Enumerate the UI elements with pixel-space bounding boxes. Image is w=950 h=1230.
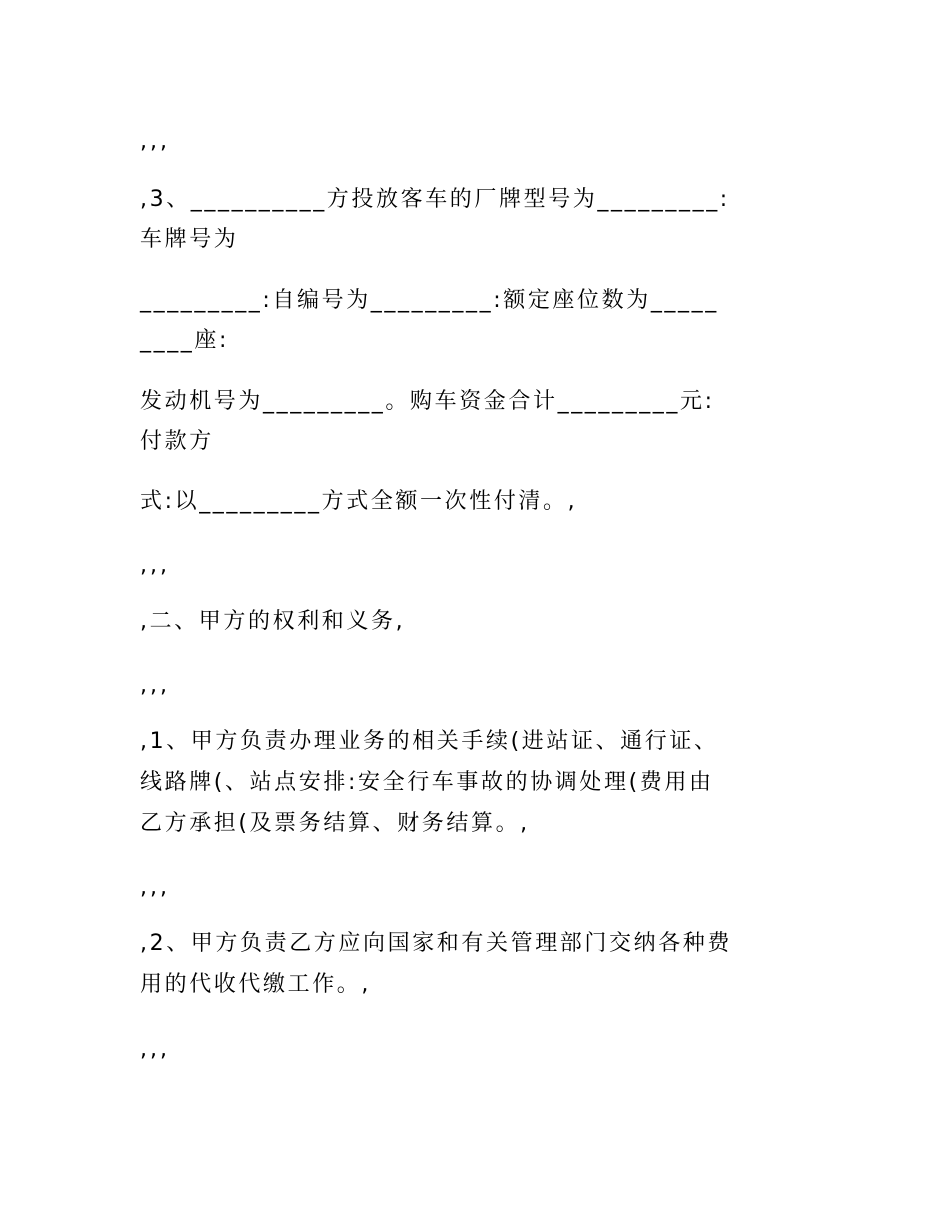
- clause-2-1-line-2: 线路牌(、站点安排:安全行车事故的协调处理(费用由: [140, 770, 714, 795]
- section-2-heading: ,二、甲方的权利和义务,: [140, 609, 406, 634]
- clause-3-engine-funds: 发动机号为_________。购车资金合计_________元:: [140, 389, 715, 414]
- clause-3-payment-label: 付款方: [140, 429, 214, 454]
- separator-line: ,,,: [140, 875, 170, 900]
- clause-3-seats-unit: ____座:: [140, 328, 230, 353]
- separator-line: ,,,: [140, 1037, 170, 1062]
- clause-3-plate-label: 车牌号为: [140, 227, 239, 252]
- clause-2-2-line-2: 用的代收代缴工作。,: [140, 972, 371, 997]
- separator-line: ,,,: [140, 673, 170, 698]
- clause-2-1-line-3: 乙方承担(及票务结算、财务结算。,: [140, 811, 530, 836]
- clause-2-1-line-1: ,1、甲方负责办理业务的相关手续(进站证、通行证、: [140, 729, 719, 754]
- separator-line: ,,,: [140, 553, 170, 578]
- clause-3-payment-method: 式:以_________方式全额一次性付清。,: [140, 489, 578, 514]
- clause-3-vehicle-model: ,3、__________方投放客车的厂牌型号为_________:: [140, 187, 730, 212]
- clause-3-serial-seats: _________:自编号为_________:额定座位数为_____: [140, 288, 719, 313]
- separator-line: ,,,: [140, 129, 170, 154]
- clause-2-2-line-1: ,2、甲方负责乙方应向国家和有关管理部门交纳各种费: [140, 931, 732, 956]
